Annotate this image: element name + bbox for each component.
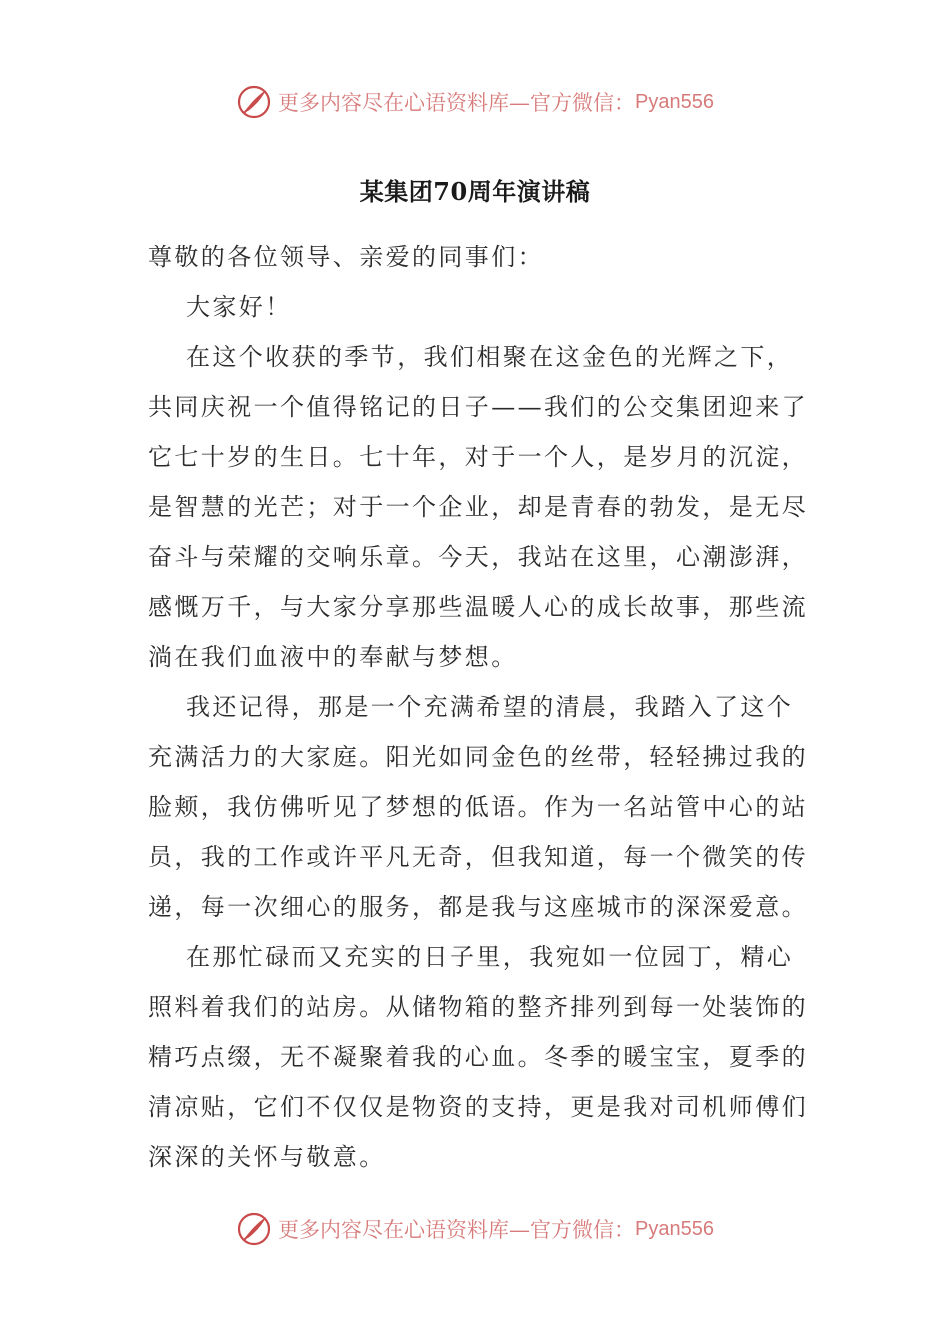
salutation: 尊敬的各位领导、亲爱的同事们： xyxy=(148,243,544,271)
quill-pen-logo-icon xyxy=(236,84,272,120)
header-banner-text: 更多内容尽在心语资料库—官方微信： xyxy=(278,91,636,115)
paragraph-greeting: 大家好！ xyxy=(186,293,292,321)
footer-banner-text: 更多内容尽在心语资料库—官方微信： xyxy=(278,1218,636,1242)
header-banner xyxy=(0,80,950,124)
document-title: 某集团70周年演讲稿 xyxy=(359,177,591,206)
footer-banner-contact: Pyan556 xyxy=(635,1217,714,1240)
paragraph-2: 我还记得，那是一个充满希望的清晨，我踏入了这个充满活力的大家庭。阳光如同金色的丝带，轻轻拂过我的脸颊，我仿佛听见了梦想的低语。作为一名站管中心的站员，我的工作或许平凡无奇，但我知道，每一个微笑的传递，每一次细心的服务，都是我与这座城市的深深爱意。 xyxy=(148,693,808,921)
footer-banner xyxy=(0,1207,950,1251)
quill-pen-logo-icon xyxy=(236,1211,272,1247)
header-banner-contact: Pyan556 xyxy=(635,90,714,113)
document-body xyxy=(148,232,808,1182)
paragraph-3: 在那忙碌而又充实的日子里，我宛如一位园丁，精心照料着我们的站房。从储物箱的整齐排列到每一处装饰的精巧点缀，无不凝聚着我的心血。冬季的暖宝宝，夏季的清凉贴，它们不仅仅是物资的支持，更是我对司机师傅们深深的关怀与敬意。 xyxy=(148,943,808,1171)
paragraph-1: 在这个收获的季节，我们相聚在这金色的光辉之下，共同庆祝一个值得铭记的日子——我们的公交集团迎来了它七十岁的生日。七十年，对于一个人，是岁月的沉淀，是智慧的光芒；对于一个企业，却是青春的勃发，是无尽奋斗与荣耀的交响乐章。今天，我站在这里，心潮澎湃，感慨万千，与大家分享那些温暖人心的成长故事，那些流淌在我们血液中的奉献与梦想。 xyxy=(148,343,808,671)
